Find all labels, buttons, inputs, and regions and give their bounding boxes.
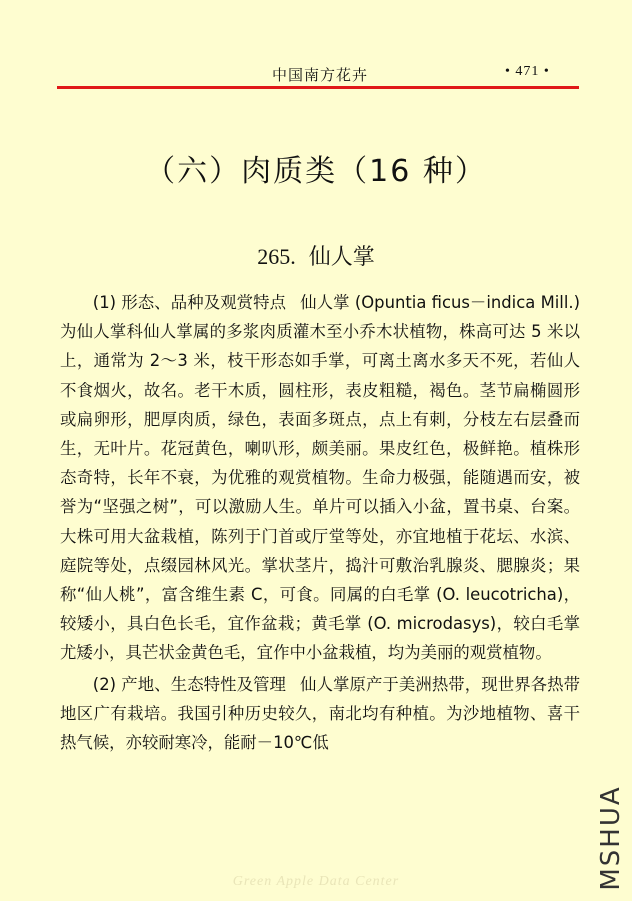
paragraph-lead: (2) 产地、生态特性及管理 <box>92 674 287 694</box>
paragraph-body: 仙人掌原产于美洲热带，现世界各热带地区广有栽培。我国引种历史较久，南北均有种植。为沙地植物、喜干热气候，亦较耐寒冷，能耐－10℃低 <box>60 674 581 753</box>
header-rule <box>57 86 579 89</box>
page-number: • 471 • <box>505 64 550 79</box>
entry-number: 265. <box>257 244 296 269</box>
entry-title: 仙人掌 <box>308 245 375 270</box>
paragraph-origin <box>60 670 580 758</box>
paragraph-lead: (1) 形态、品种及观赏特点 <box>92 293 287 312</box>
paragraph-body: 仙人掌 (Opuntia ficus－indica Mill.) 为仙人掌科仙人掌属的多浆肉质灌木至小乔木状植物，株高可达 5 米以上，通常为 2～3 米，枝干形态如手掌，可离土离水多天不死，若仙人不食烟火，故名。老干木质，圆柱形，表皮粗糙，褐色。茎节扁椭圆形或扁卵形，肥厚肉质，绿色，表面多斑点，点上有刺，分枝左右层叠而生，无叶片。花冠黄色，喇叭形，颇美丽。果皮红色，极鲜艳。植株形态奇特，长年不衰，为优雅的观赏植物。生命力极强，能随遇而安，被誉为“坚强之树”，可以激励人生。单片可以插入小盆，置书桌、台案。大株可用大盆栽植，陈列于门首或厅堂等处，亦宜地植于花坛、水滨、庭院等处，点缀园林风光。掌状茎片，捣汁可敷治乳腺炎、腮腺炎；果称“仙人桃”，富含维生素 C，可食。同属的白毛掌 (O. leucotricha)，较矮小，具白色长毛，宜作盆栽；黄毛掌 (O. microdasys)，较白毛掌尤矮小，具芒状金黄色毛，宜作中小盆栽植，均为美丽的观赏植物。 <box>60 293 580 663</box>
paragraph-morphology <box>60 288 580 668</box>
body-text <box>60 288 580 759</box>
side-watermark <box>596 785 626 891</box>
side-watermark-text: MSHUA <box>596 785 626 891</box>
entry-heading <box>0 240 632 271</box>
running-title: 中国南方花卉 <box>272 66 369 84</box>
section-title: （六）肉质类（16 种） <box>145 154 487 189</box>
bottom-watermark: Green Apple Data Center <box>232 874 400 889</box>
